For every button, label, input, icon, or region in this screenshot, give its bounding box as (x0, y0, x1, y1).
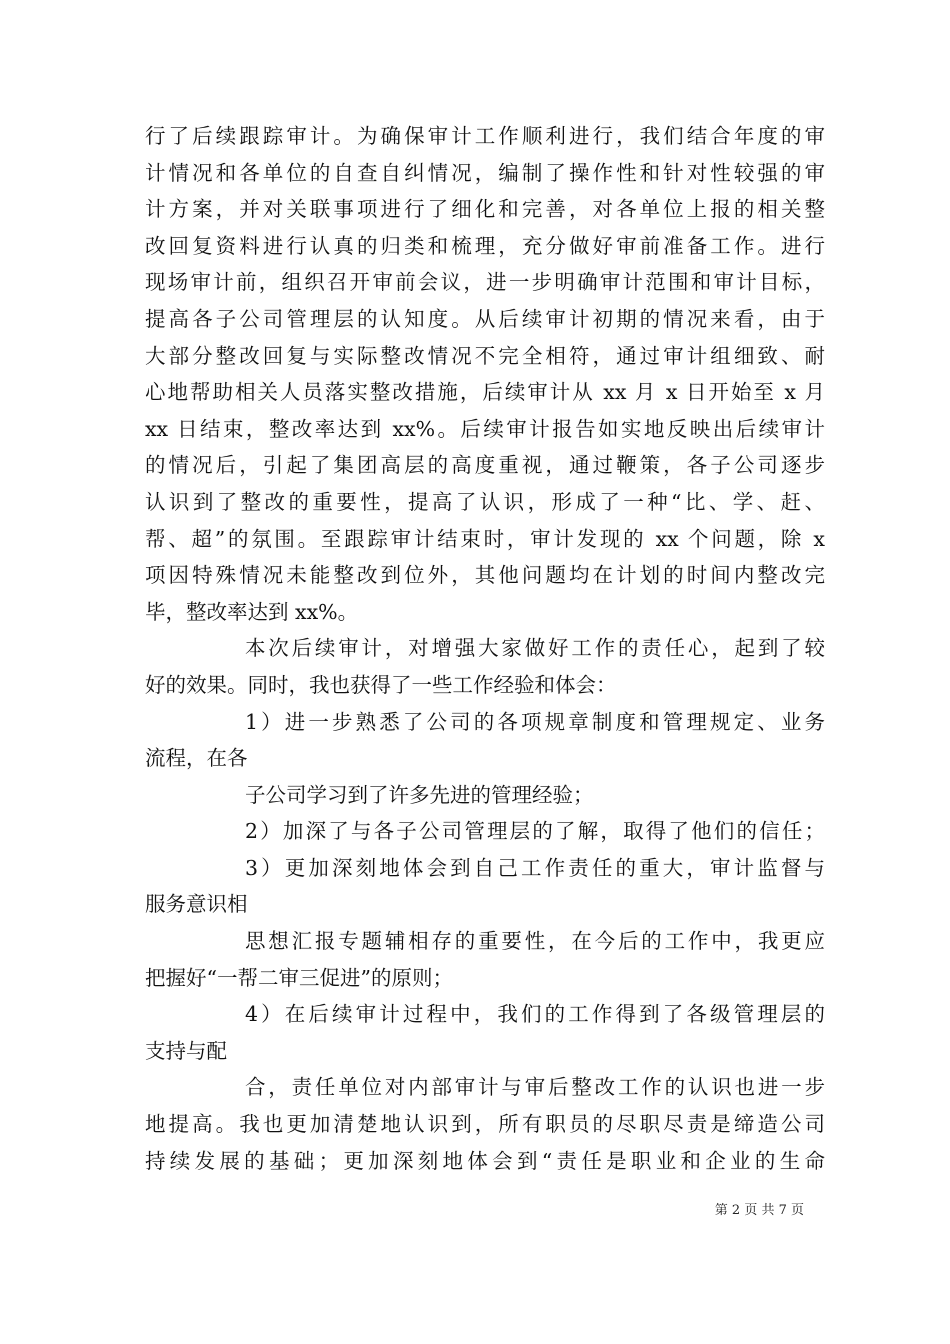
text-line: 本次后续审计，对增强大家做好工作的责任心，起到了较 (245, 636, 825, 661)
text-line: 帮、超”的氛围。至跟踪审计结束时，审计发现的 xx 个问题，除 x (145, 526, 825, 551)
list-item-1: 1）进一步熟悉了公司的各项规章制度和管理规定、业务 (245, 709, 825, 734)
text-line: 地提高。我也更加清楚地认识到，所有职员的尽职尽责是缔造公司 (145, 1112, 825, 1137)
text-line: 现场审计前，组织召开审前会议，进一步明确审计范围和审计目标， (145, 270, 825, 295)
text-line: 合，责任单位对内部审计与审后整改工作的认识也进一步 (245, 1075, 825, 1100)
text-line: 服务意识相 (145, 892, 248, 917)
text-line: 心地帮助相关人员落实整改措施，后续审计从 xx 月 x 日开始至 x 月 (145, 380, 825, 405)
text-line: 计情况和各单位的自查自纠情况，编制了操作性和针对性较强的审 (145, 160, 825, 185)
text-line: 的情况后，引起了集团高层的高度重视，通过鞭策，各子公司逐步 (145, 453, 825, 478)
page-number: 第 2 页 共 7 页 (714, 1203, 804, 1218)
text-line: 流程，在各 (145, 746, 248, 771)
text-line: 把握好“一帮二审三促进”的原则； (145, 965, 453, 990)
text-line: 子公司学习到了许多先进的管理经验； (245, 782, 594, 807)
text-line: xx 日结束，整改率达到 xx%。后续审计报告如实地反映出后续审计 (145, 416, 825, 441)
list-item-4: 4）在后续审计过程中，我们的工作得到了各级管理层的 (245, 1002, 825, 1027)
text-line: 好的效果。同时，我也获得了一些工作经验和体会： (145, 672, 617, 697)
text-line: 大部分整改回复与实际整改情况不完全相符，通过审计组细致、耐 (145, 343, 825, 368)
text-line: 认识到了整改的重要性，提高了认识，形成了一种“比、学、赶、 (145, 489, 825, 514)
list-item-3: 3）更加深刻地体会到自己工作责任的重大，审计监督与 (245, 855, 825, 880)
text-line: 思想汇报专题辅相存的重要性，在今后的工作中，我更应 (245, 929, 825, 954)
text-line: 提高各子公司管理层的认知度。从后续审计初期的情况来看，由于 (145, 306, 825, 331)
text-line: 项因特殊情况未能整改到位外，其他问题均在计划的时间内整改完 (145, 563, 825, 588)
document-body (145, 118, 825, 1179)
text-line: 改回复资料进行认真的归类和梳理，充分做好审前准备工作。进行 (145, 233, 825, 258)
text-line: 持续发展的基础；更加深刻地体会到“责任是职业和企业的生命 (145, 1148, 825, 1173)
text-line: 计方案，并对关联事项进行了细化和完善，对各单位上报的相关整 (145, 197, 825, 222)
text-line: 支持与配 (145, 1038, 227, 1063)
list-item-2: 2）加深了与各子公司管理层的了解，取得了他们的信任； (245, 819, 825, 844)
text-line: 毕，整改率达到 xx%。 (145, 599, 359, 624)
text-line: 行了后续跟踪审计。为确保审计工作顺利进行，我们结合年度的审 (145, 124, 825, 148)
